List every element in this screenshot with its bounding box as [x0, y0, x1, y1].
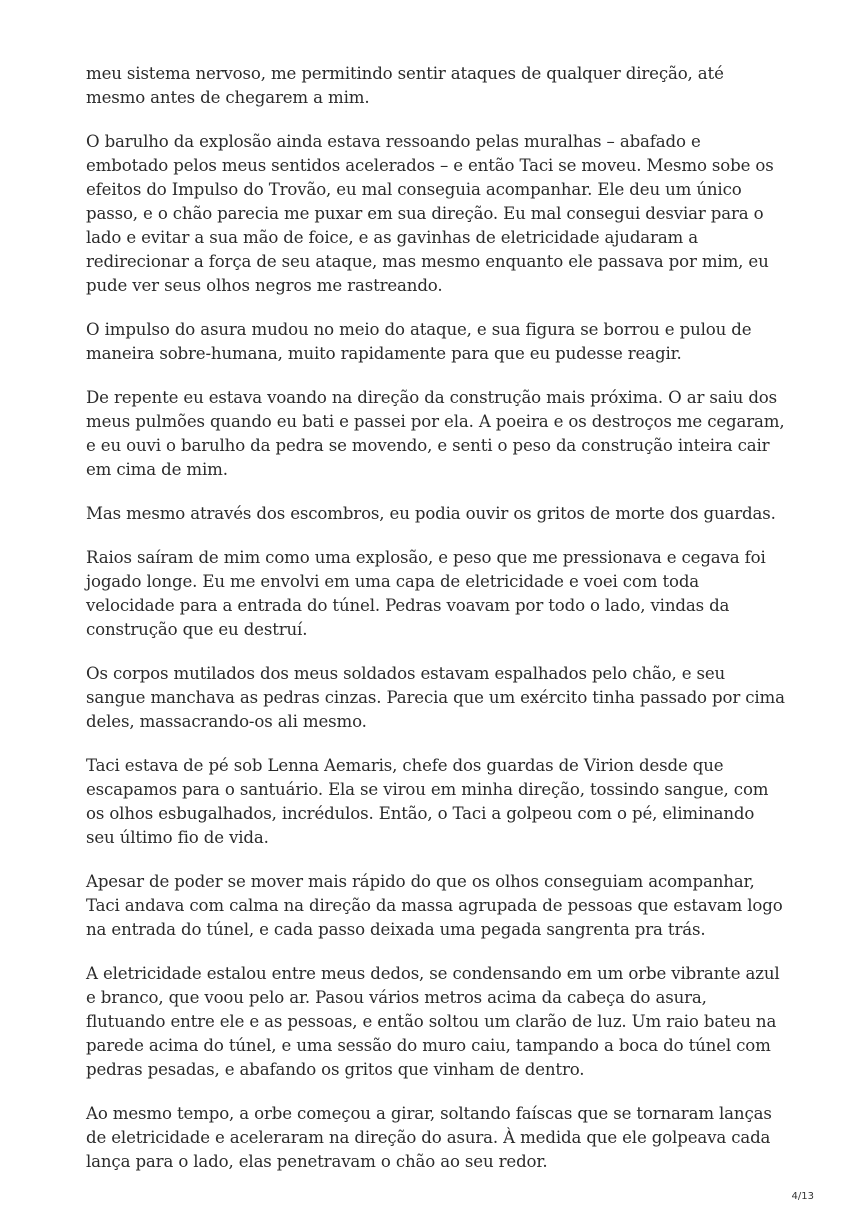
paragraph: Taci estava de pé sob Lenna Aemaris, chefe dos guardas de Virion desde que escapamos para o santuário. Ela se virou em minha direção, tossindo sangue, com os olhos esbugalhados, incrédulos. Então, o Taci a golpeou com o pé, eliminando seu último fio de vida.: [86, 756, 769, 847]
paragraph: Raios saíram de mim como uma explosão, e peso que me pressionava e cegava foi jogado longe. Eu me envolvi em uma capa de eletricidade e voei com toda velocidade para a entrada do túnel. Pedras voavam por todo o lado, vindas da construção que eu destruí.: [86, 548, 766, 639]
page-number: 4/13: [791, 1191, 814, 1202]
paragraph: O impulso do asura mudou no meio do ataque, e sua figura se borrou e pulou de maneira sobre-humana, muito rapidamente para que eu pudesse reagir.: [86, 320, 752, 363]
paragraph: Ao mesmo tempo, a orbe começou a girar, soltando faíscas que se tornaram lanças de eletricidade e aceleraram na direção do asura. À medida que ele golpeava cada lança para o lado, elas penetravam o chão ao seu redor.: [86, 1104, 772, 1171]
paragraph: Mas mesmo através dos escombros, eu podia ouvir os gritos de morte dos guardas.: [86, 504, 776, 523]
paragraph: Apesar de poder se mover mais rápido do que os olhos conseguiam acompanhar, Taci andava com calma na direção da massa agrupada de pessoas que estavam logo na entrada do túnel, e cada passo deixada uma pegada sangrenta pra trás.: [86, 872, 783, 939]
paragraph: meu sistema nervoso, me permitindo sentir ataques de qualquer direção, até mesmo antes de chegarem a mim.: [86, 64, 724, 107]
document-body: [86, 62, 786, 1194]
paragraph: A eletricidade estalou entre meus dedos, se condensando em um orbe vibrante azul e branco, que voou pelo ar. Pasou vários metros acima da cabeça do asura, flutuando entre ele e as pessoas, e então soltou um clarão de luz. Um raio bateu na parede acima do túnel, e uma sessão do muro caiu, tampando a boca do túnel com pedras pesadas, e abafando os gritos que vinham de dentro.: [86, 964, 780, 1079]
paragraph: De repente eu estava voando na direção da construção mais próxima. O ar saiu dos meus pulmões quando eu bati e passei por ela. A poeira e os destroços me cegaram, e eu ouvi o barulho da pedra se movendo, e senti o peso da construção inteira cair em cima de mim.: [86, 388, 785, 479]
paragraph: O barulho da explosão ainda estava ressoando pelas muralhas – abafado e embotado pelos meus sentidos acelerados – e então Taci se moveu. Mesmo sobe os efeitos do Impulso do Trovão, eu mal conseguia acompanhar. Ele deu um único passo, e o chão parecia me puxar em sua direção. Eu mal consegui desviar para o lado e evitar a sua mão de foice, e as gavinhas de eletricidade ajudaram a redirecionar a força de seu ataque, mas mesmo enquanto ele passava por mim, eu pude ver seus olhos negros me rastreando.: [86, 132, 774, 295]
paragraph: Os corpos mutilados dos meus soldados estavam espalhados pelo chão, e seu sangue manchava as pedras cinzas. Parecia que um exército tinha passado por cima deles, massacrando-os ali mesmo.: [86, 664, 785, 731]
